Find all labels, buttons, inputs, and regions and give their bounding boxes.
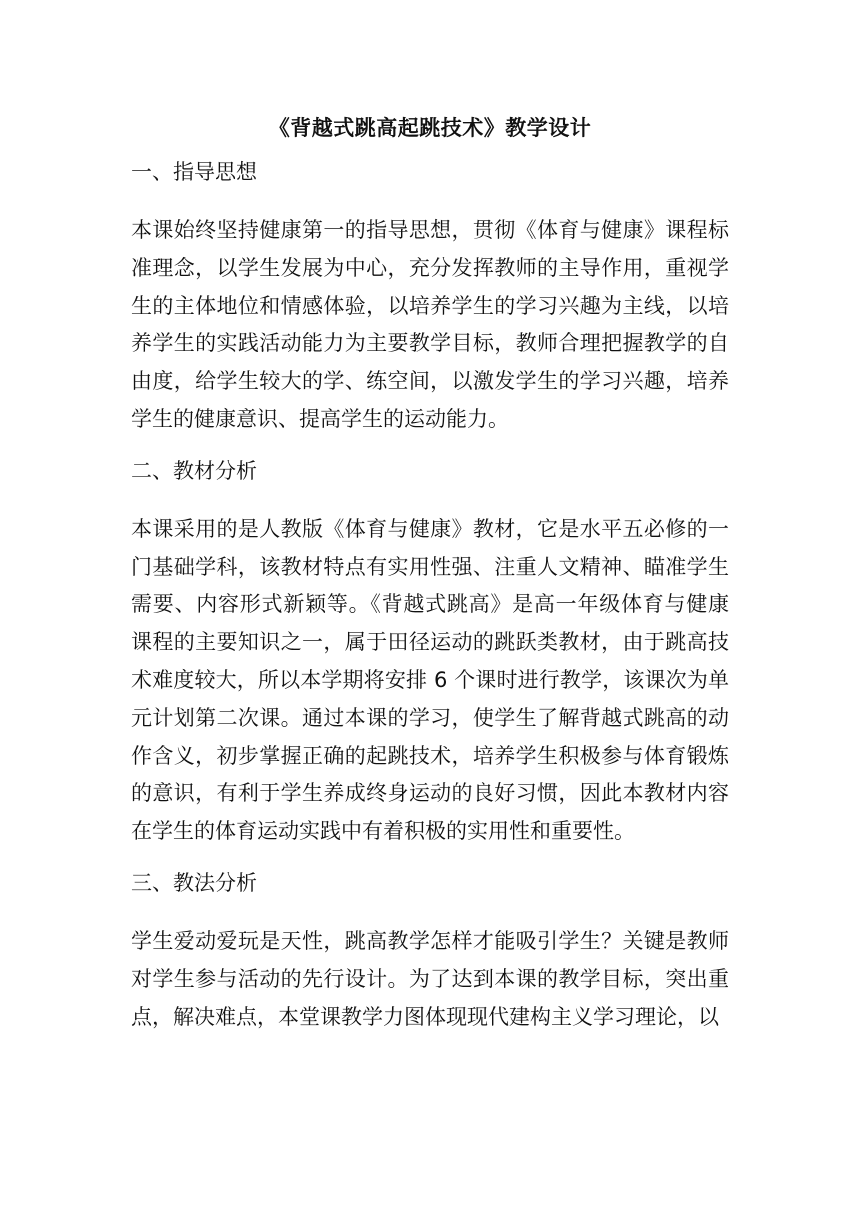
section-paragraph-guiding-ideology: 本课始终坚持健康第一的指导思想，贯彻《体育与健康》课程标准理念，以学生发展为中心，充分发挥教师的主导作用，重视学生的主体地位和情感体验，以培养学生的学习兴趣为主线，以培养学生的实践活动能力为主要教学目标，教师合理把握教学的自由度，给学生较大的学、练空间，以激发学生的学习兴趣，培养学生的健康意识、提高学生的运动能力。: [131, 218, 729, 431]
section-heading-guiding-ideology: 一、指导思想: [131, 160, 257, 184]
section-paragraph-teaching-method-analysis: 学生爱动爱玩是天性，跳高教学怎样才能吸引学生？关键是教师对学生参与活动的先行设计。为了达到本课的教学目标，突出重点，解决难点，本堂课教学力图体现现代建构主义学习理论，以: [131, 928, 729, 1029]
section-heading-teaching-method-analysis: 三、教法分析: [131, 870, 257, 895]
document-title: 《背越式跳高起跳技术》教学设计: [268, 116, 592, 140]
section-paragraph-textbook-analysis: 本课采用的是人教版《体育与健康》教材，它是水平五必修的一门基础学科，该教材特点有实用性强、注重人文精神、瞄准学生需要、内容形式新颖等。《背越式跳高》是高一年级体育与健康课程的主要知识之一，属于田径运动的跳跃类教材，由于跳高技术难度较大，所以本学期将安排 6 个课时进行教学，该课次为单元计划第二次课。通过本课的学习，使学生了解背越式跳高的动作含义，初步掌握正确的起跳技术，培养学生积极参与体育锻炼的意识，有利于学生养成终身运动的良好习惯，因此本教材内容在学生的体育运动实践中有着积极的实用性和重要性。: [131, 516, 729, 844]
document-body: [131, 156, 729, 1052]
section-heading-textbook-analysis: 二、教材分析: [131, 458, 257, 483]
